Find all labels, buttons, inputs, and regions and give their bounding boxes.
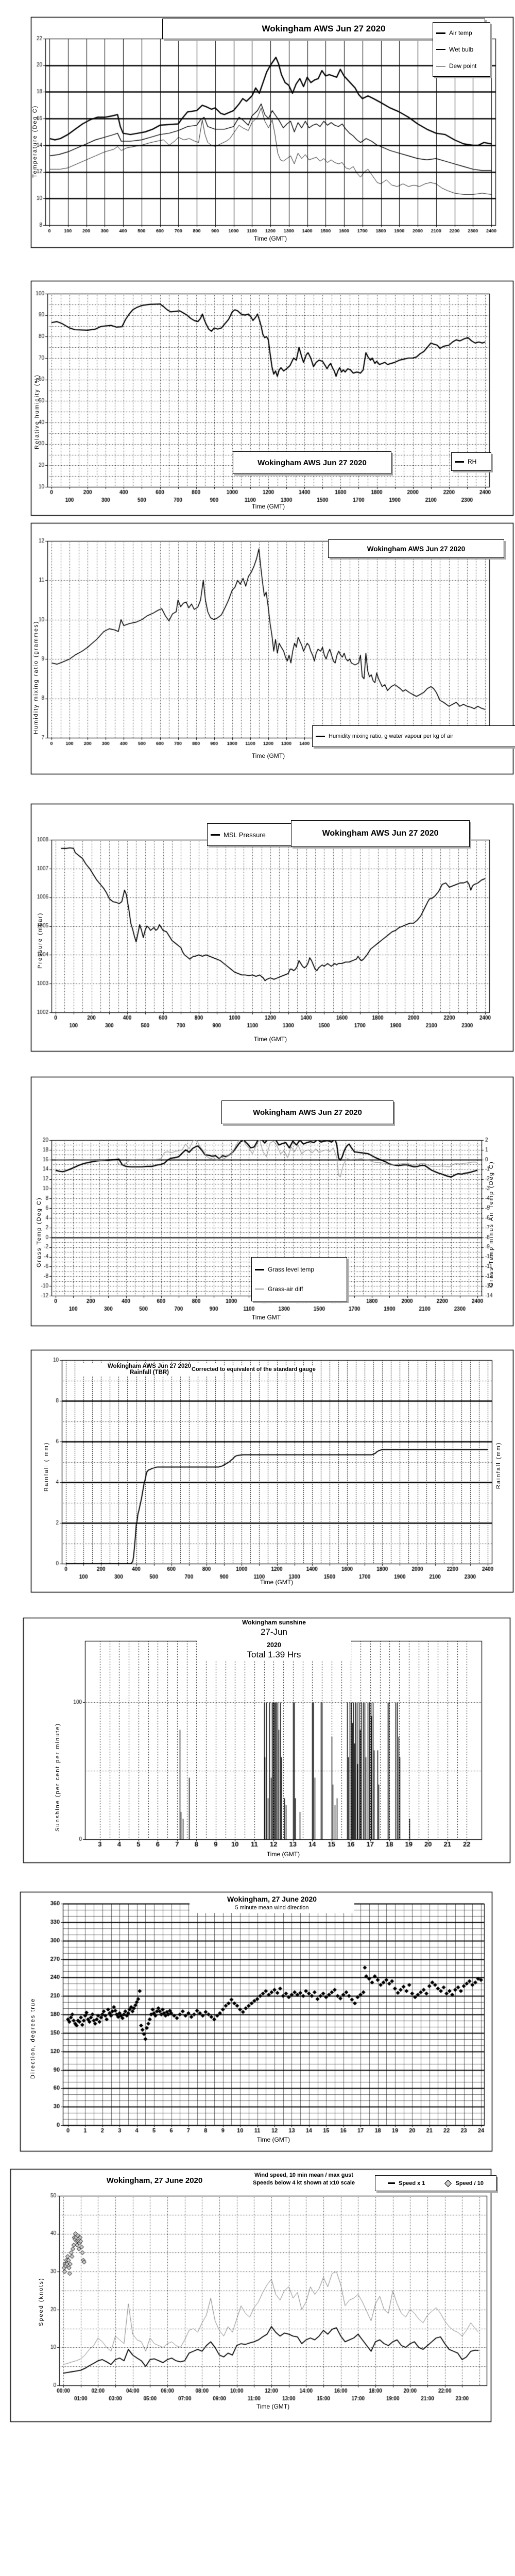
chart2-x-axis-label: Time (GMT) [251, 503, 285, 510]
chart7-title-line2: 27-Jun [261, 1627, 287, 1637]
speed-diamond-swatch-icon [444, 2179, 451, 2187]
chart2-title-box [233, 451, 391, 474]
chart5-y2-axis-label: Grass Temp minus Air Temp (Deg C) [488, 1161, 494, 1287]
legend-label: Air temp [449, 29, 472, 37]
chart3-x-axis-label: Time (GMT) [251, 752, 285, 759]
chart3-title: Wokingham AWS Jun 27 2020 [367, 545, 466, 553]
legend-item-speed-div10 [444, 2180, 484, 2187]
chart7-y-axis-label: Sunshine (per cent per minute) [55, 1722, 61, 1832]
legend-item-air-temp [436, 29, 487, 37]
legend-label: Speed / 10 [455, 2180, 484, 2187]
air-temp-line-swatch-icon [436, 32, 445, 34]
chart6-y2-axis-label: Rainfall (mm) [495, 1442, 502, 1489]
chart1-y-axis-label: Temperature (Deg C) [32, 105, 38, 178]
pressure-line-swatch-icon [211, 834, 220, 836]
legend-item-msl-pressure [211, 831, 288, 839]
chart9-x-axis-label: Time (GMT) [256, 2403, 290, 2410]
chart9-subtitle-block [227, 2172, 381, 2186]
chart4-x-axis-label: Time (GMT) [253, 1036, 287, 1043]
chart8-subtitle: 5 minute mean wind direction [235, 1905, 309, 1911]
chart3-title-box [328, 539, 504, 558]
chart4-legend [207, 823, 291, 846]
legend-item-grass-temp [255, 1266, 344, 1273]
legend-label: MSL Pressure [224, 831, 266, 839]
chart5-y-axis-label: Grass Temp (Deg C) [36, 1197, 42, 1267]
chart6-y-axis-label: Rainfall ( mm) [43, 1442, 49, 1492]
legend-label: Grass-air diff [268, 1285, 303, 1293]
chart4-title: Wokingham AWS Jun 27 2020 [322, 829, 439, 838]
chart9-subtitle-line2: Speeds below 4 kt shown at x10 scale [252, 2180, 355, 2186]
chart7-title-line1: Wokingham sunshine [242, 1619, 306, 1626]
chart4-y-axis-label: Pressure (mbar) [37, 912, 43, 969]
chart9-subtitle-line1: Wind speed, 10 min mean / max gust [254, 2172, 353, 2178]
chart8-y-axis-label: Direction, degrees true [30, 1997, 36, 2079]
chart3-legend [312, 725, 515, 747]
chart4-title-box [291, 820, 470, 847]
chart5-x-axis-label: Time GMT [251, 1314, 281, 1321]
chart9-legend [375, 2175, 496, 2191]
rh-line-swatch-icon [455, 461, 464, 463]
speed-line-swatch-icon [388, 2182, 395, 2184]
chart1-title: Wokingham AWS Jun 27 2020 [262, 24, 386, 33]
legend-label: Speed x 1 [399, 2180, 425, 2187]
chart5-title: Wokingham AWS Jun 27 2020 [253, 1108, 362, 1117]
legend-label: Grass level temp [268, 1266, 315, 1273]
legend-item-mixing-ratio [316, 733, 513, 739]
legend-label: Wet bulb [449, 46, 474, 53]
chart9-y-axis-label: Speed (knots) [38, 2277, 44, 2326]
grass-temp-line-swatch-icon [255, 1269, 264, 1270]
chart6-x-axis-label: Time (GMT) [260, 1579, 294, 1586]
chart2-legend [451, 452, 491, 471]
chart8-title-block [190, 1894, 354, 1913]
chart8-title: Wokingham, 27 June 2020 [227, 1895, 317, 1903]
legend-label: RH [468, 458, 477, 465]
chart6-note: Corrected to equivalent of the standard gauge [192, 1366, 316, 1372]
chart5-title-box [221, 1100, 393, 1124]
chart1-legend [433, 22, 490, 77]
legend-item-wet-bulb [436, 46, 487, 53]
grass-air-diff-line-swatch-icon [255, 1289, 264, 1290]
mixing-ratio-line-swatch-icon [316, 736, 325, 737]
chart6-title-line2: Rainfall (TBR) [129, 1369, 169, 1376]
legend-label: Dew point [449, 62, 477, 70]
chart8-x-axis-label: Time (GMT) [256, 2136, 290, 2143]
legend-item-rh [455, 458, 488, 465]
chart6-title-line1: Wokingham AWS Jun 27 2020 [107, 1363, 192, 1369]
chart7-x-axis-label: Time (GMT) [266, 1851, 300, 1858]
chart7-title-line4: Total 1.39 Hrs [247, 1650, 301, 1659]
legend-label: Humidity mixing ratio, g water vapour per kg of air [329, 733, 454, 739]
chart1-x-axis-label: Time (GMT) [253, 235, 287, 242]
legend-item-speed-x1 [388, 2180, 425, 2187]
chart2-y-axis-label: Relative humidity (%) [34, 374, 40, 449]
chart3-y-axis-label: Humidity mixing ratio (grammes) [33, 620, 39, 734]
chart7-title-block [197, 1619, 351, 1660]
legend-item-grass-air-diff [255, 1285, 344, 1293]
chart7-title-line3: 2020 [267, 1641, 281, 1649]
wet-bulb-line-swatch-icon [436, 49, 445, 50]
chart2-title: Wokingham AWS Jun 27 2020 [258, 458, 367, 467]
chart5-legend [251, 1257, 347, 1301]
chart9-title: Wokingham, 27 June 2020 [106, 2176, 203, 2185]
legend-item-dew-point [436, 62, 487, 70]
